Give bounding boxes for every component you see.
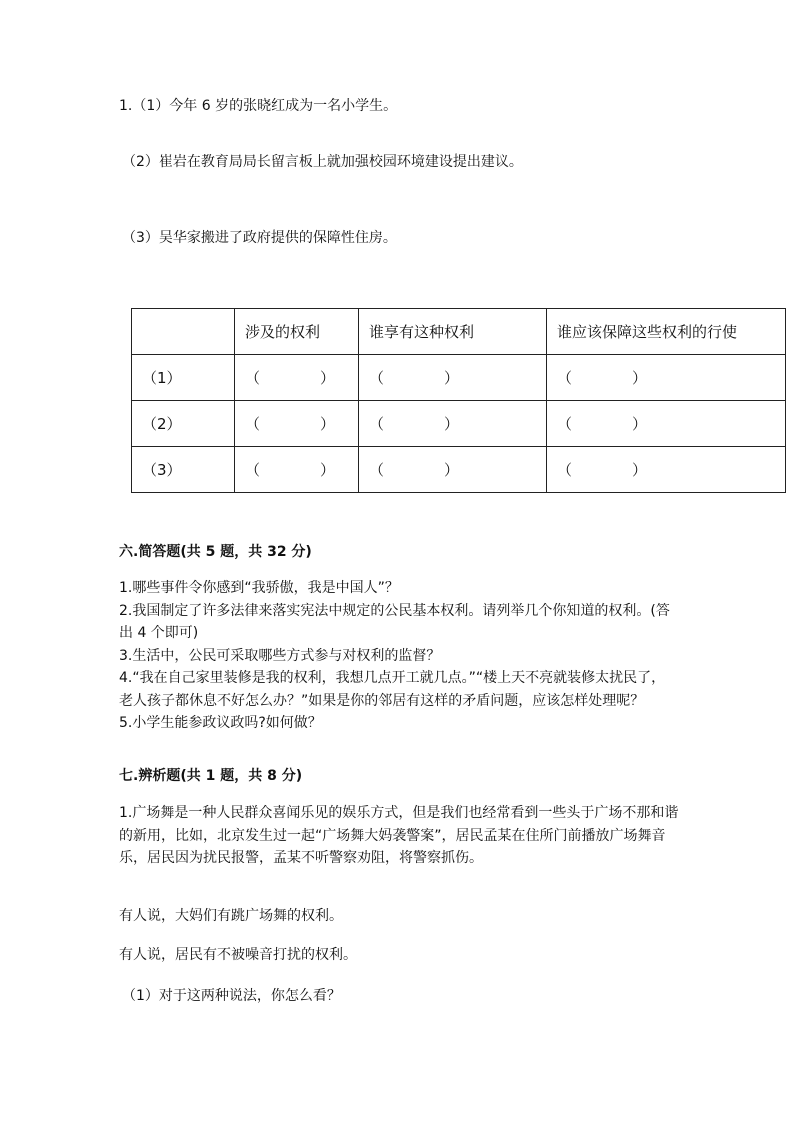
answer-blank[interactable]: （ ）	[547, 447, 786, 493]
table-header-cell: 谁享有这种权利	[359, 309, 547, 355]
list-item: 5.小学生能参政议政吗?如何做？	[119, 715, 322, 731]
row-label: （1）	[132, 355, 235, 401]
table-header-row	[132, 309, 786, 355]
answer-blank[interactable]: （ ）	[359, 447, 547, 493]
answer-blank[interactable]: （ ）	[359, 401, 547, 447]
viewpoint-1: 有人说，大妈们有跳广场舞的权利。	[119, 908, 343, 924]
answer-blank[interactable]: （ ）	[547, 355, 786, 401]
section-7-title: 七.辨析题(共 1 题，共 8 分)	[119, 768, 303, 784]
section-7-paragraph: 1.广场舞是一种人民群众喜闻乐见的娱乐方式，但是我们也经常看到一些头于广场不那和谐的新用，比如，北京发生过一起“广场舞大妈袭警案”，居民孟某在住所门前播放广场舞音乐，居民因为扰民报警，孟某不听警察劝阻，将警察抓伤。	[119, 805, 679, 866]
table-header-cell	[132, 309, 235, 355]
question-1-part-2: （2）崔岩在教育局局长留言板上就加强校园环境建设提出建议。	[122, 154, 523, 170]
table-row	[132, 355, 786, 401]
viewpoint-2: 有人说，居民有不被噪音打扰的权利。	[119, 947, 357, 963]
question-1-part-3: （3）吴华家搬进了政府提供的保障性住房。	[122, 230, 397, 246]
table-header-cell: 谁应该保障这些权利的行使	[547, 309, 786, 355]
sub-question-1: （1）对于这两种说法，你怎么看？	[122, 988, 341, 1004]
list-item: 1.哪些事件令你感到“我骄傲，我是中国人”？	[119, 580, 399, 596]
list-item: 4.“我在自己家里装修是我的权利，我想几点开工就几点。”“楼上天不亮就装修太扰民了，老人孩子都休息不好怎么办？”如果是你的邻居有这样的矛盾问题，应该怎样处理呢？	[119, 670, 666, 709]
section-6-title: 六.简答题(共 5 题，共 32 分)	[119, 544, 312, 560]
answer-blank[interactable]: （ ）	[547, 401, 786, 447]
row-label: （3）	[132, 447, 235, 493]
table-header-cell: 涉及的权利	[235, 309, 359, 355]
table-row	[132, 447, 786, 493]
section-6-question-list	[119, 577, 679, 735]
question-1-part-1: 1.（1）今年 6 岁的张晓红成为一名小学生。	[119, 98, 398, 114]
answer-blank[interactable]: （ ）	[235, 401, 359, 447]
answer-blank[interactable]: （ ）	[359, 355, 547, 401]
list-item: 3.生活中，公民可采取哪些方式参与对权利的监督？	[119, 647, 441, 664]
rights-table	[131, 308, 786, 493]
row-label: （2）	[132, 401, 235, 447]
answer-blank[interactable]: （ ）	[235, 447, 359, 493]
list-item: 2.我国制定了许多法律来落实宪法中规定的公民基本权利。请列举几个你知道的权利。(答出 4 个即可)	[119, 602, 670, 641]
answer-blank[interactable]: （ ）	[235, 355, 359, 401]
table-row	[132, 401, 786, 447]
